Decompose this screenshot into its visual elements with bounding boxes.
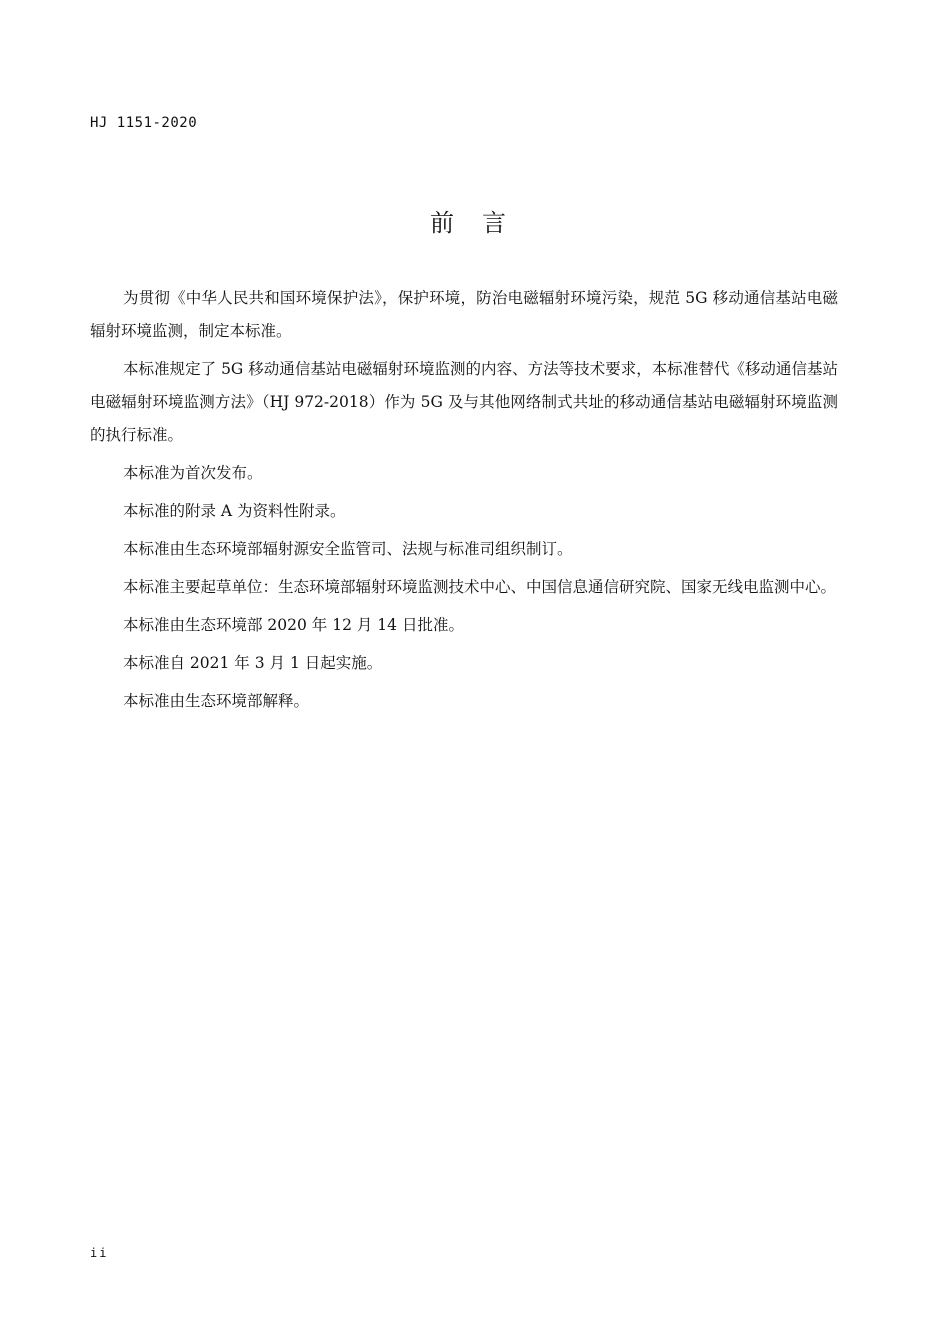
preface-body: [90, 282, 838, 723]
document-id: HJ 1151-2020: [90, 115, 198, 131]
paragraph-organizer: 本标准由生态环境部辐射源安全监管司、法规与标准司组织制订。: [123, 540, 573, 558]
paragraph-drafters: 本标准主要起草单位：生态环境部辐射环境监测技术中心、中国信息通信研究院、国家无线电监测中心。: [123, 578, 837, 596]
page-title: 前言: [430, 209, 534, 237]
page-number: ii: [90, 1246, 109, 1260]
paragraph-first-release: 本标准为首次发布。: [123, 464, 263, 482]
paragraph-scope: 本标准规定了 5G 移动通信基站电磁辐射环境监测的内容、方法等技术要求，本标准替代《移动通信基站电磁辐射环境监测方法》（HJ 972-2018）作为 5G 及与其他网络制式共址的移动通信基站电磁辐射环境监测的执行标准。: [90, 360, 838, 444]
paragraph-interpretation: 本标准由生态环境部解释。: [123, 692, 310, 710]
paragraph-approval: 本标准由生态环境部 2020 年 12 月 14 日批准。: [123, 616, 464, 634]
paragraph-purpose: 为贯彻《中华人民共和国环境保护法》，保护环境，防治电磁辐射环境污染，规范 5G 移动通信基站电磁辐射环境监测，制定本标准。: [90, 289, 838, 340]
paragraph-effective-date: 本标准自 2021 年 3 月 1 日起实施。: [123, 654, 383, 672]
paragraph-appendix: 本标准的附录 A 为资料性附录。: [123, 502, 346, 520]
